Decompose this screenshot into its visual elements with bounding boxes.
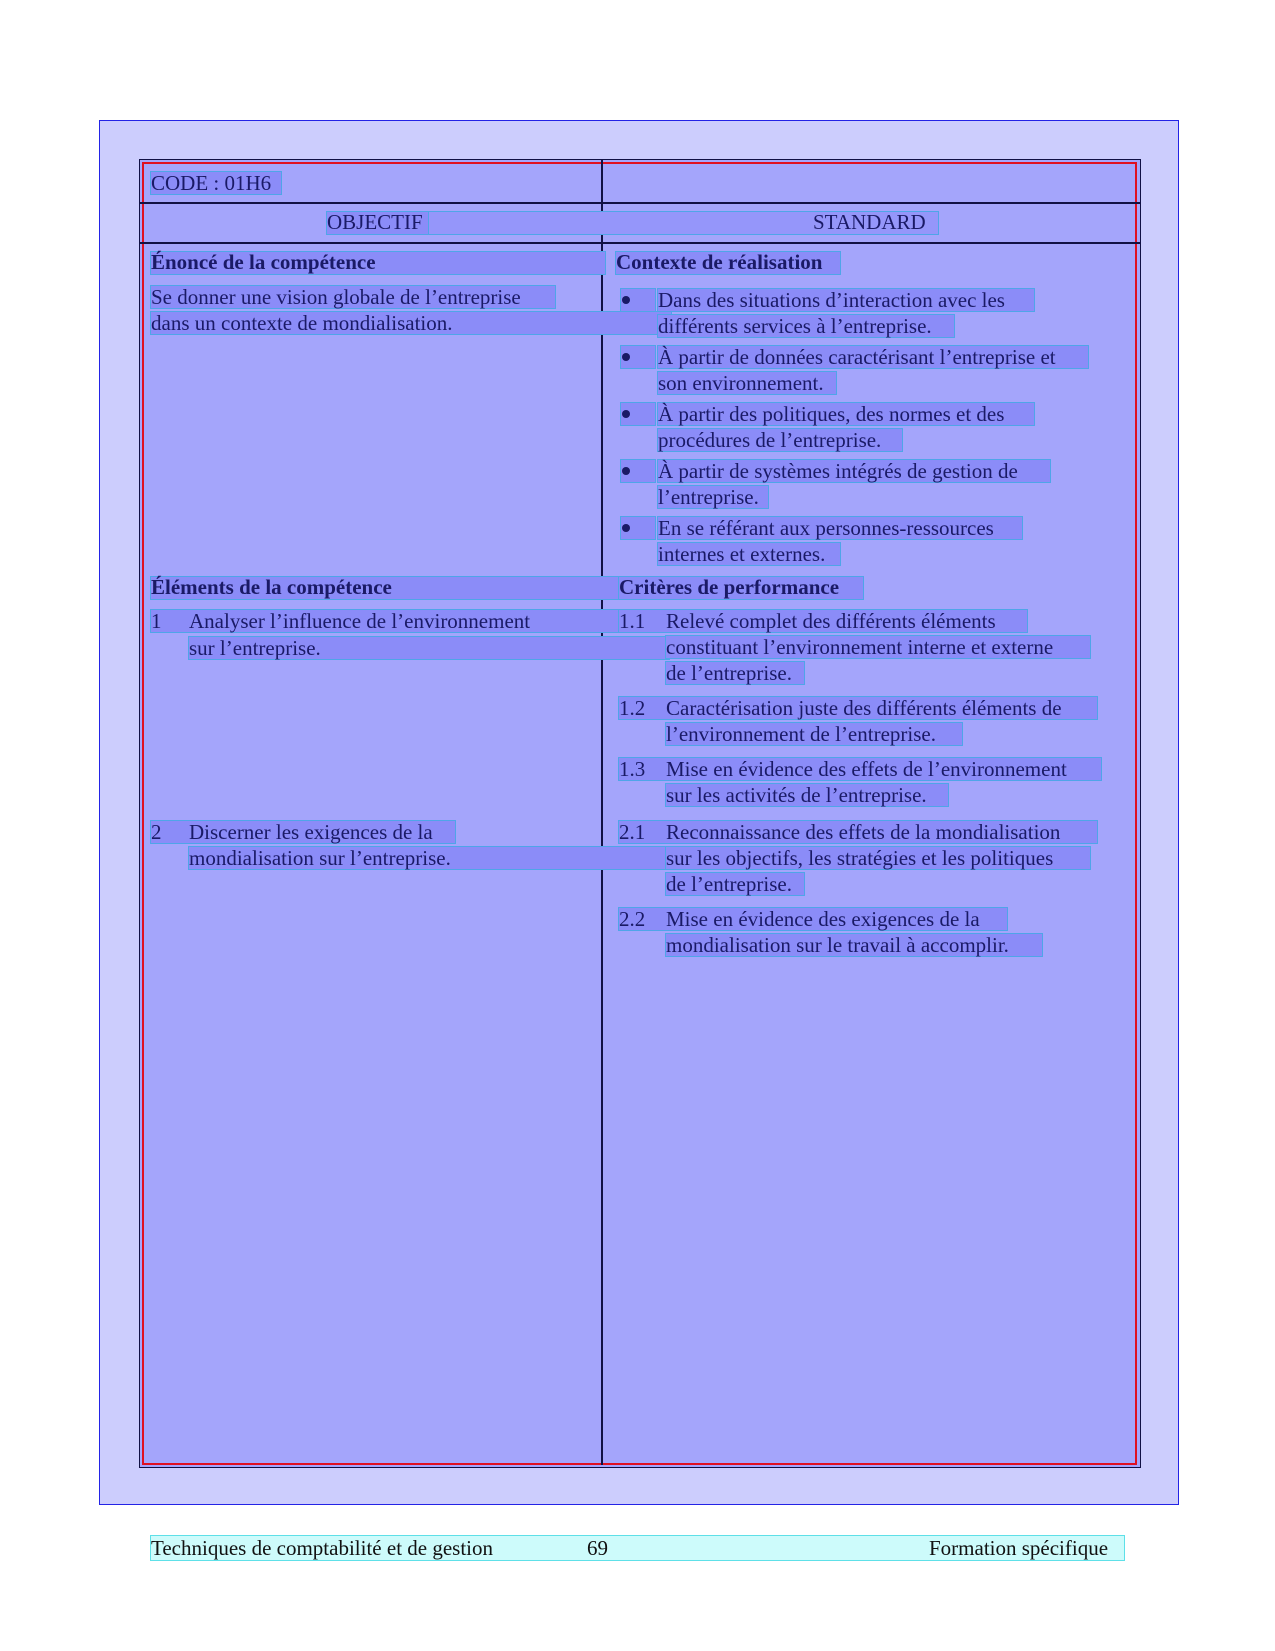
element-number: 2 — [151, 820, 162, 844]
critere-line: Caractérisation juste des différents éléments de — [666, 696, 1062, 720]
critere-line: sur les objectifs, les stratégies et les politiques — [666, 846, 1054, 870]
enonce-title: Énoncé de la compétence — [151, 250, 376, 274]
critere-line: mondialisation sur le travail à accomplir. — [666, 933, 1009, 957]
elements-title: Éléments de la compétence — [151, 575, 392, 599]
criteres-title: Critères de performance — [619, 575, 840, 599]
footer-right: Formation spécifique — [929, 1536, 1109, 1560]
critere-number: 2.1 — [619, 820, 646, 844]
bullet-icon — [622, 410, 630, 418]
contexte-line: À partir des politiques, des normes et des — [658, 402, 1005, 426]
row-divider-code — [139, 202, 1141, 204]
element-line: mondialisation sur l’entreprise. — [189, 846, 451, 870]
critere-number: 1.3 — [619, 757, 646, 781]
row-divider-header — [139, 242, 1141, 244]
contexte-line: son environnement. — [658, 371, 824, 395]
element-line: sur l’entreprise. — [189, 636, 321, 660]
critere-line: Mise en évidence des effets de l’environnement — [666, 757, 1067, 781]
bullet-icon — [622, 524, 630, 532]
contexte-line: procédures de l’entreprise. — [658, 428, 882, 452]
critere-line: de l’entreprise. — [666, 661, 792, 685]
enonce-line-2: dans un contexte de mondialisation. — [151, 311, 453, 335]
contexte-line: À partir de données caractérisant l’entreprise et — [658, 345, 1056, 369]
critere-line: de l’entreprise. — [666, 872, 792, 896]
code-label: CODE : 01H6 — [151, 171, 272, 195]
contexte-line: Dans des situations d’interaction avec les — [658, 288, 1005, 312]
element-line: Analyser l’influence de l’environnement — [189, 609, 531, 633]
critere-line: sur les activités de l’entreprise. — [666, 783, 927, 807]
page-number: 69 — [587, 1536, 608, 1560]
header-objectif: OBJECTIF — [327, 210, 423, 234]
footer-left: Techniques de comptabilité et de gestion — [151, 1536, 494, 1560]
critere-line: Reconnaissance des effets de la mondialisation — [666, 820, 1061, 844]
bullet-icon — [622, 467, 630, 475]
critere-number: 1.2 — [619, 696, 646, 720]
enonce-line-1: Se donner une vision globale de l’entreprise — [151, 285, 521, 309]
column-divider — [601, 159, 603, 1465]
contexte-title: Contexte de réalisation — [616, 250, 823, 274]
critere-line: constituant l’environnement interne et externe — [666, 635, 1054, 659]
bullet-icon — [622, 296, 630, 304]
element-number: 1 — [151, 609, 162, 633]
critere-number: 2.2 — [619, 907, 646, 931]
critere-line: Relevé complet des différents éléments — [666, 609, 996, 633]
critere-number: 1.1 — [619, 609, 646, 633]
element-line: Discerner les exigences de la — [189, 820, 433, 844]
critere-line: l’environnement de l’entreprise. — [666, 722, 936, 746]
contexte-line: l’entreprise. — [658, 485, 759, 509]
bullet-icon — [622, 353, 630, 361]
contexte-line: différents services à l’entreprise. — [658, 314, 932, 338]
contexte-line: internes et externes. — [658, 542, 826, 566]
critere-line: Mise en évidence des exigences de la — [666, 907, 980, 931]
contexte-line: En se référant aux personnes-ressources — [658, 516, 994, 540]
header-standard: STANDARD — [813, 210, 926, 234]
contexte-line: À partir de systèmes intégrés de gestion de — [658, 459, 1018, 483]
